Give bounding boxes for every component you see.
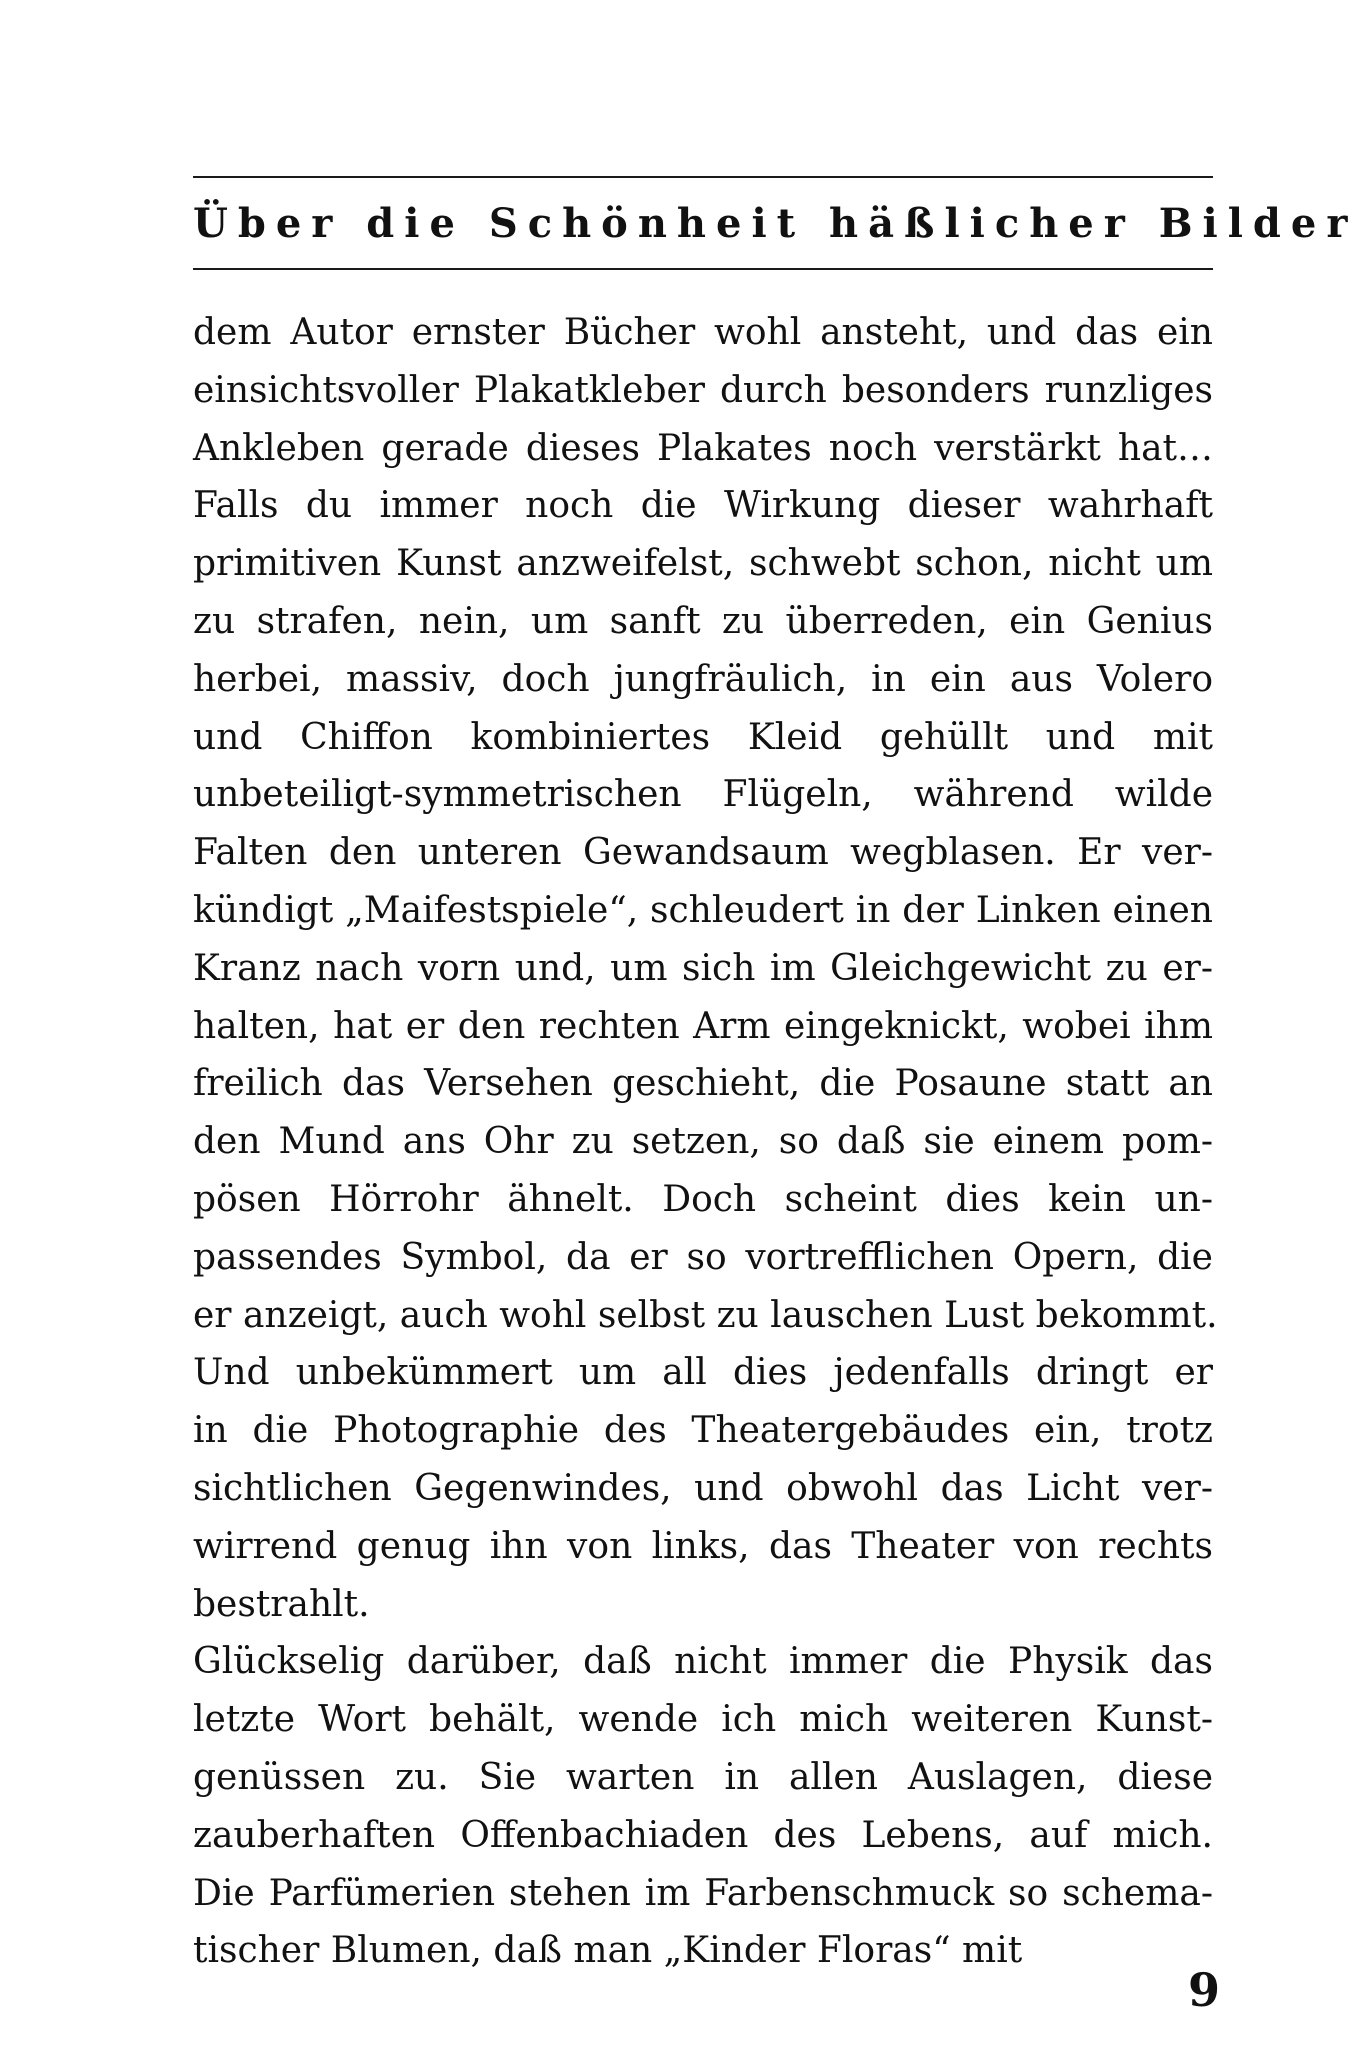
page-number: 9: [1187, 1963, 1220, 2017]
body-text: [193, 304, 1218, 1980]
text-line: sichtlichen Gegenwindes, und obwohl das Licht ver-: [193, 1467, 1213, 1509]
text-line: zu strafen, nein, um sanft zu überreden, ein Genius: [193, 600, 1213, 642]
text-line: halten, hat er den rechten Arm eingeknickt, wobei ihm: [193, 1005, 1213, 1047]
text-line: passendes Symbol, da er so vortrefflichen Opern, die: [193, 1236, 1213, 1278]
text-line: in die Photographie des Theatergebäudes ein, trotz: [193, 1410, 1213, 1452]
text-line: primitiven Kunst anzweifelst, schwebt schon, nicht um: [193, 543, 1213, 585]
text-line: Die Parfümerien stehen im Farbenschmuck so schema-: [193, 1872, 1213, 1914]
text-line: kündigt „Maifestspiele“, schleudert in der Linken einen: [193, 889, 1213, 931]
header-rule-top: [193, 176, 1213, 178]
text-line: Und unbekümmert um all dies jedenfalls dringt er: [193, 1352, 1213, 1394]
text-line: unbeteiligt-symmetrischen Flügeln, während wilde: [193, 774, 1213, 816]
text-line: er anzeigt, auch wohl selbst zu lauschen Lust bekommt.: [193, 1294, 1218, 1336]
text-line: herbei, massiv, doch jungfräulich, in ein aus Volero: [193, 658, 1213, 700]
text-line: pösen Hörrohr ähnelt. Doch scheint dies kein un-: [193, 1178, 1213, 1220]
text-line: bestrahlt.: [193, 1583, 370, 1625]
text-line: Falls du immer noch die Wirkung dieser wahrhaft: [193, 485, 1213, 527]
text-line: Glückselig darüber, daß nicht immer die Physik das: [193, 1641, 1213, 1683]
text-line: freilich das Versehen geschieht, die Posaune statt an: [193, 1063, 1213, 1105]
text-line: den Mund ans Ohr zu setzen, so daß sie einem pom-: [193, 1121, 1213, 1163]
text-line: letzte Wort behält, wende ich mich weiteren Kunst-: [193, 1699, 1213, 1741]
text-line: und Chiffon kombiniertes Kleid gehüllt und mit: [193, 716, 1213, 758]
text-line: tischer Blumen, daß man „Kinder Floras“ mit: [193, 1930, 1023, 1972]
running-head: Über die Schönheit häßlicher Bilder: [193, 200, 1358, 247]
text-line: Ankleben gerade dieses Plakates noch verstärkt hat…: [193, 427, 1213, 469]
text-line: dem Autor ernster Bücher wohl ansteht, und das ein: [193, 312, 1213, 353]
text-line: wirrend genug ihn von links, das Theater von rechts: [193, 1525, 1213, 1567]
text-line: Falten den unteren Gewandsaum wegblasen. Er ver-: [193, 832, 1213, 874]
text-line: zauberhaften Offenbachiaden des Lebens, auf mich.: [193, 1814, 1213, 1856]
text-line: einsichtsvoller Plakatkleber durch besonders runzliges: [193, 369, 1213, 411]
text-line: genüssen zu. Sie warten in allen Auslagen, diese: [193, 1756, 1213, 1798]
header-rule-bottom: [193, 268, 1213, 270]
text-line: Kranz nach vorn und, um sich im Gleichgewicht zu er-: [193, 947, 1213, 989]
